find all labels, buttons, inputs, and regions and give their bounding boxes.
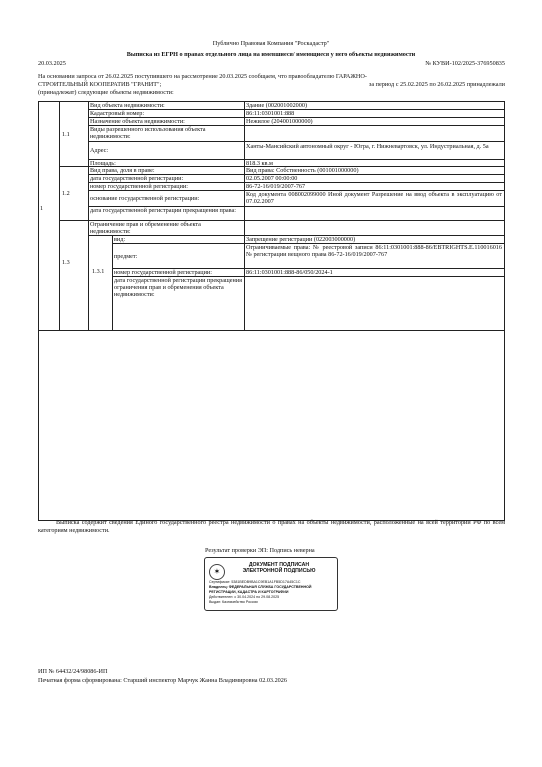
value-restriction-subject: Ограничиваемые права: № реестровой записи 86:11:0301001:888-86/ЕВТRIGHTS.E.110016016 № регистрации вещного права 86-72-16/019/2007-767 — [246, 244, 502, 258]
stamp-owner-2: РЕГИСТРАЦИИ, КАДАСТРА И КАРТОГРАФИИ — [209, 590, 289, 594]
stamp-certificate: Сертификат: 5381BEDB9BA1C9EB1A1FB5D17A45C1C — [209, 580, 301, 584]
label-permitted-use: Виды разрешенного использования объекта недвижимости: — [90, 126, 206, 140]
printed-by: Печатная форма сформирована: Старший инспектор Марчук Жанна Владимировна 02.03.2026 — [38, 677, 287, 684]
label-cadastral-number: Кадастровый номер: — [90, 110, 145, 117]
row-number-1-3-1: 1.3.1 — [92, 268, 105, 275]
value-purpose: Нежилое (204001000000) — [246, 118, 313, 125]
intro-line-1: На основании запроса от 26.02.2025 поступившего на рассмотрение 20.03.2025 сообщаем, что правообладателю ГАРАЖНО- — [38, 73, 367, 80]
value-area: 818.3 кв.м — [246, 160, 273, 167]
label-registration-date: дата государственной регистрации: — [90, 175, 184, 182]
label-restriction-reg-number: номер государственной регистрации: — [114, 269, 212, 276]
intro-line-3: (принадлежат) следующие объекты недвижимости: — [38, 89, 174, 96]
document-title: Выписка из ЕГРН о правах отдельного лица на имевшиеся/ имеющиеся у него объекты недвижимости — [126, 51, 416, 58]
value-address: Ханты-Мансийский автономный округ - Югра, г. Нижневартовск, ул. Индустриальная, д. 5а — [246, 143, 489, 150]
row-number-1-2: 1.2 — [62, 190, 70, 197]
value-restriction-reg-number: 86:11:0301001:888-86/050/2024-1 — [246, 269, 333, 276]
label-restriction-subject: предмет: — [114, 253, 138, 260]
document-date: 20.03.2025 — [38, 60, 66, 67]
label-termination-date: дата государственной регистрации прекращения права: — [90, 207, 236, 214]
company-name: Публично Правовая Компания "Роскадастр" — [212, 40, 330, 47]
stamp-validity: Действителен: с 30.04.2024 по 29.08.2025 — [209, 595, 280, 599]
value-registration-basis: Код документа 008002099000 Иной документ Разрешение на ввод объекта в эксплуатацию от 07.02.2007 — [246, 191, 502, 205]
label-restriction-termination-date: дата государственной регистрации прекращения ограничения прав и обременения объекта недвижимости: — [114, 277, 242, 298]
stamp-owner: Владелец: ФЕДЕРАЛЬНАЯ СЛУЖБА ГОСУДАРСТВЕННОЙ — [209, 585, 312, 589]
enforcement-number: ИП № 64432/24/98086-ИП — [38, 668, 108, 675]
value-right-type: Вид права: Собственность (001001000000) — [246, 167, 359, 174]
label-object-type: Вид объекта недвижимости: — [90, 102, 165, 109]
label-address: Адрес: — [90, 147, 109, 154]
stamp-title-2: ЭЛЕКТРОННОЙ ПОДПИСЬЮ — [242, 568, 316, 574]
intro-line-2: СТРОИТЕЛЬНЫЙ КООПЕРАТИВ "ГРАНИТ"; — [38, 81, 162, 88]
label-purpose: Назначение объекта недвижимости: — [90, 118, 185, 125]
e-signature-stamp — [204, 557, 338, 611]
value-restriction-kind: Запрещение регистрации (022003000000) — [246, 236, 356, 243]
stamp-title-1: ДОКУМЕНТ ПОДПИСАН — [248, 562, 310, 568]
label-right-type: Вид права, доля в праве: — [90, 167, 155, 174]
value-registration-number: 86-72-16/019/2007-767 — [246, 183, 306, 190]
emblem-icon: ✶ — [209, 564, 225, 580]
label-registration-number: номер государственной регистрации: — [90, 183, 188, 190]
row-number-1-3: 1.3 — [62, 259, 70, 266]
row-number-1: 1 — [40, 205, 44, 212]
label-restriction-kind: вид: — [114, 236, 126, 243]
row-number-1-1: 1.1 — [62, 131, 70, 138]
footer-note: Выписка содержит сведения Единого государственного реестра недвижимости о правах на объекты недвижимости, расположенные на всей территории РФ по всем категориям недвижимости. — [38, 519, 505, 534]
document-number: № КУВИ-102/2025-376950835 — [425, 60, 505, 67]
value-registration-date: 02.05.2007 00:00:00 — [246, 175, 298, 182]
label-registration-basis: основание государственной регистрации: — [90, 195, 200, 202]
value-cadastral-number: 86:11:0301001:888 — [246, 110, 295, 117]
stamp-issuer: Выдан: Казначейство России — [209, 600, 258, 604]
value-object-type: Здание (002001002000) — [246, 102, 308, 109]
label-area: Площадь: — [90, 160, 116, 167]
intro-line-2b: за период с 25.02.2025 по 26.02.2025 принадлежали — [368, 81, 505, 88]
label-restrictions: Ограничение прав и обременение объекта недвижимости: — [90, 221, 201, 235]
signature-check-result: Результат проверки ЭП: Подпись неверна — [205, 547, 315, 554]
